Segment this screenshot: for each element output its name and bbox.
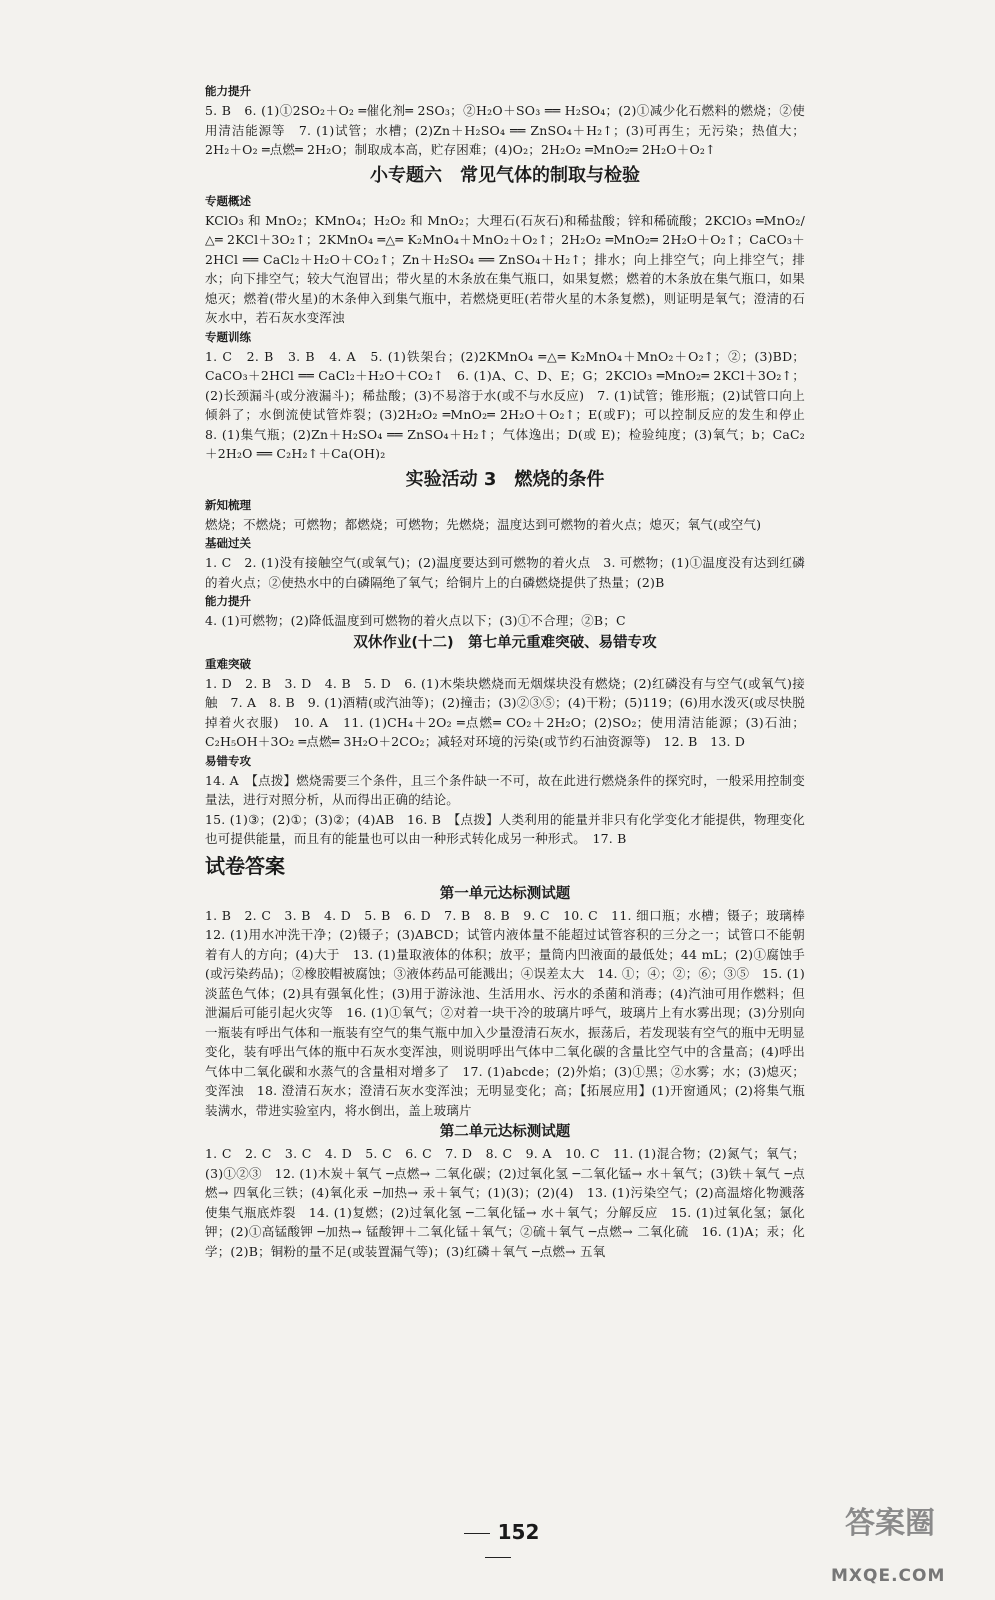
section-subheading: 专题概述 [205,193,251,208]
watermark-logo [825,1498,975,1588]
unit-title: 第二单元达标测试题 [439,1124,571,1140]
answer-paragraph: 15. (1)③；(2)①；(3)②；(4)AB 16. B 【点拨】人类利用的能量并非只有化学变化才能提供，物理变化也可提供能量，而且有的能量也可以由一种形式转化成另一种形式。 17. B [205,811,805,846]
answer-paragraph: 1. C 2. B 3. B 4. A 5. (1)铁架台；(2)2KMnO₄ ═△═ K₂MnO₄＋MnO₂＋O₂↑；②；(3)BD；CaCO₃＋2HCl ══ CaCl₂＋H₂O＋CO₂↑ 6. (1)A、C、D、E；G；2KClO₃ ═MnO₂═ 2KCl＋3O₂↑；(2)长颈漏斗(或分液漏斗)；稀盐酸；(3)不易溶于水(或不与水反应) 7. (1)试管；锥形瓶；(2)试管口向上倾斜了；水倒流使试管炸裂；(3)2H₂O₂ ═MnO₂═ 2H₂O＋O₂↑；E(或F)；可以控制反应的发生和停止 8. (1)集气瓶；(2)Zn＋H₂SO₄ ══ ZnSO₄＋H₂↑；气体逸出；D(或 E)；检验纯度；(3)氧气；b；CaC₂＋2H₂O ══ C₂H₂↑＋Ca(OH)₂ [205,348,818,461]
answer-paragraph: 4. (1)可燃物；(2)降低温度到可燃物的着火点以下；(3)①不合理；②B；C [205,613,626,628]
section-subheading: 能力提升 [205,594,251,608]
section-subheading: 专题训练 [205,329,251,344]
page-number-dash-right [485,1557,511,1558]
unit-title: 第一单元达标测试题 [439,885,571,902]
answer-paragraph: 1. C 2. (1)没有接触空气(或氧气)；(2)温度要达到可燃物的着火点 3. 可燃物；(1)①温度没有达到红磷的着火点；②使热水中的白磷隔绝了氧气；给铜片上的白磷燃烧提供了热量；(2)B [205,555,805,590]
page-number-text: 152 [497,1520,540,1544]
topic-title: 实验活动 3 燃烧的条件 [405,468,605,490]
answer-paragraph: 1. B 2. C 3. B 4. D 5. B 6. D 7. B 8. B 9. C 10. C 11. 细口瓶；水槽；镊子；玻璃棒 12. (1)用水冲洗干净；(2)镊子；(3)ABCD；试管内液体量不能超过试管容积的三分之一；试管口不能朝着有人的方向；(4)大于 13. (1)量取液体的体积；放平；量筒内凹液面的最低处；44 mL；(2)①腐蚀手(或污染药品)；②橡胶帽被腐蚀；③液体药品可能溅出；④误差太大 14. ①；④；②；⑥；③⑤ 15. (1)淡蓝色气体；(2)具有强氧化性；(3)用于游泳池、生活用水、污水的杀菌和消毒；(4)汽油可用作燃料；但泄漏后可能引起火灾等 16. (1)①氧气；②对着一块干冷的玻璃片呼气，玻璃片上有水雾出现；(3)分别向一瓶装有呼出气体和一瓶装有空气的集气瓶中加入少量澄清石灰水，振荡后，若发现装有空气的瓶中无明显变化，装有呼出气体的瓶中石灰水变浑浊，则说明呼出气体中二氧化碳的含量比空气中的含量高；(4)呼出气体中二氧化碳和水蒸气的含量相对增多了 17. (1)abcde；(2)外焰；(3)①黑；②水雾；水；(3)熄灭；变浑浊 18. 澄清石灰水；澄清石灰水变浑浊；无明显变化；高；【拓展应用】(1)开窗通风；(2)将集气瓶装满水，带进实验室内，将水倒出，盖上玻璃片 [205,907,818,1118]
topic-title: 小专题六 常见气体的制取与检验 [370,164,640,186]
page-number-dash-left [464,1533,490,1534]
answer-paragraph: KClO₃ 和 MnO₂；KMnO₄；H₂O₂ 和 MnO₂；大理石(石灰石)和稀盐酸；锌和稀硫酸；2KClO₃ ═MnO₂/△═ 2KCl＋3O₂↑；2KMnO₄ ═△═ K₂MnO₄＋MnO₂＋O₂↑；2H₂O₂ ═MnO₂═ 2H₂O＋O₂↑；CaCO₃＋2HCl ══ CaCl₂＋H₂O＋CO₂↑；Zn＋H₂SO₄ ══ ZnSO₄＋H₂↑；排水；向上排空气；向上排空气；排水；向下排空气；较大气泡冒出；带火星的木条放在集气瓶口，如果复燃；燃着的木条放在集气瓶口，如果熄灭；燃着(带火星)的木条伸入到集气瓶中，若燃烧更旺(若带火星的木条复燃)，则证明是氧气；澄清的石灰水中，若石灰水变浑浊 [205,212,805,325]
answer-paragraph: 1. C 2. C 3. C 4. D 5. C 6. C 7. D 8. C 9. A 10. C 11. (1)混合物；(2)氮气；氧气；(3)①②③ 12. (1)木炭＋氧气 ─点燃→ 二氧化碳；(2)过氧化氢 ─二氧化锰→ 水＋氧气；(3)铁＋氧气 ─点燃→ 四氧化三铁；(4)氧化汞 ─加热→ 汞＋氧气；(1)(3)；(2)(4) 13. (1)污染空气；(2)高温熔化物溅落使集气瓶底炸裂 14. (1)复燃；(2)过氧化氢 ─二氧化锰→ 水＋氧气；分解反应 15. (1)过氧化氢；氯化钾；(2)①高锰酸钾 ─加热→ 锰酸钾＋二氧化锰＋氧气；②硫＋氧气 ─点燃→ 二氧化硫 16. (1)A；汞；化学；(2)B；铜粉的量不足(或装置漏气等)；(3)红磷＋氧气 ─点燃→ 五氧 [205,1146,805,1259]
section-subheading: 基础过关 [205,536,251,550]
answer-paragraph: 14. A 【点拨】燃烧需要三个条件，且三个条件缺一不可，故在此进行燃烧条件的探究时，一般采用控制变量法，进行对照分析，从而得出正确的结论。 [205,772,805,807]
watermark-logo-text: 答案圈 [845,1506,935,1541]
section-subheading: 能力提升 [205,84,251,98]
section-subheading: 重难突破 [205,656,251,671]
answer-paragraph: 5. B 6. (1)①2SO₂＋O₂ ═催化剂═ 2SO₃；②H₂O＋SO₃ ══ H₂SO₄；(2)①减少化石燃料的燃烧；②使用清洁能源等 7. (1)试管；水槽；(2)Zn＋H₂SO₄ ══ ZnSO₄＋H₂↑；(3)可再生；无污染；热值大；2H₂＋O₂ ═点燃═ 2H₂O；制取成本高，贮存困难；(4)O₂；2H₂O₂ ═MnO₂═ 2H₂O＋O₂↑ [205,103,805,157]
answer-paragraph: 1. D 2. B 3. D 4. B 5. D 6. (1)木柴块燃烧而无烟煤块没有燃烧；(2)红磷没有与空气(或氧气)接触 7. A 8. B 9. (1)酒精(或汽油等)；(2)撞击；(3)②③⑤；(4)干粉；(5)119；(6)用水泼灭(或尽快脱掉着火衣服) 10. A 11. (1)CH₄＋2O₂ ═点燃═ CO₂＋2H₂O；(2)SO₂；使用清洁能源；(3)石油；C₂H₅OH＋3O₂ ═点燃═ 3H₂O＋2CO₂；减轻对环境的污染(或节约石油资源等) 12. B 13. D [205,675,805,749]
content-column [205,82,818,1261]
answer-paragraph: 燃烧；不燃烧；可燃物；都燃烧；可燃物；先燃烧；温度达到可燃物的着火点；熄灭；氧气(或空气) [205,516,762,532]
part-heading: 试卷答案 [205,853,285,878]
page-number [435,1520,560,1568]
section-subheading: 易错专攻 [205,753,251,768]
watermark-url: MXQE.COM [831,1566,946,1586]
section-subheading: 新知梳理 [205,497,251,512]
unit-title: 双休作业(十二) 第七单元重难突破、易错专攻 [353,634,657,651]
